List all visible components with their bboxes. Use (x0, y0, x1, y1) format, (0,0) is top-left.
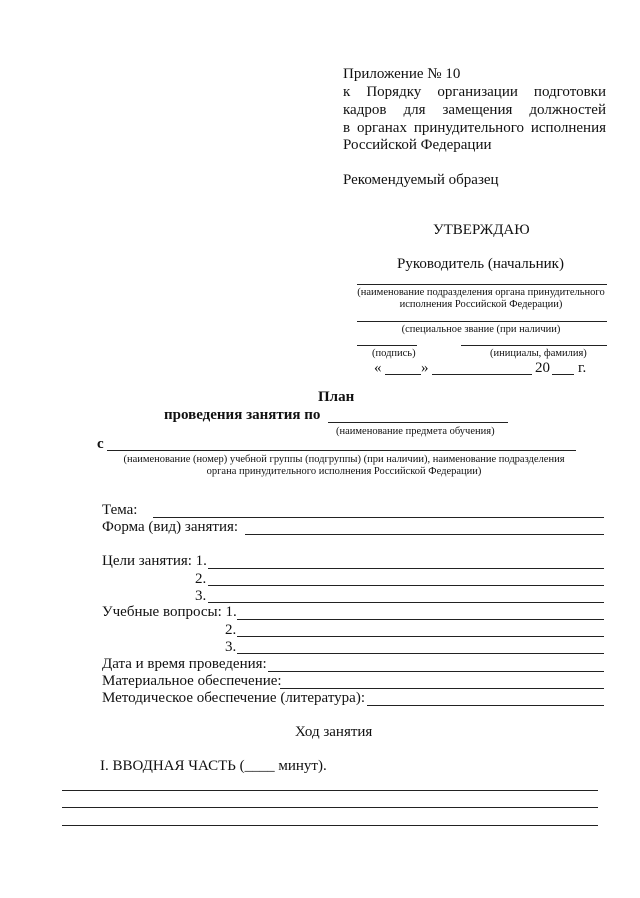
goal-1-line (208, 568, 604, 569)
rank-hint: (специальное звание (при наличии) (401, 324, 561, 335)
intro-line-2 (62, 807, 598, 808)
approval-head: Руководитель (начальник) (397, 256, 564, 272)
question-2-line (237, 636, 604, 637)
intro-part: I. ВВОДНАЯ ЧАСТЬ (____ минут). (100, 758, 327, 774)
goal-3-number: 3. (195, 588, 207, 604)
goal-2-line (208, 585, 604, 586)
goal-3-line (208, 602, 604, 603)
unit-hint-2: исполнения Российской Федерации) (399, 299, 563, 310)
intro-line-1 (62, 790, 598, 791)
datetime-label: Дата и время проведения: (102, 656, 267, 672)
questions-label: Учебные вопросы: 1. (102, 604, 237, 620)
group-hint-2: органа принудительного исполнения Российской Федерации) (206, 466, 482, 477)
form-line (245, 534, 604, 535)
subject-line (328, 422, 508, 423)
subject-hint: (наименование предмета обучения) (336, 426, 495, 437)
name-hint: (инициалы, фамилия) (490, 348, 587, 359)
group-hint-1: (наименование (номер) учебной группы (подгруппы) (при наличии), наименование подразделения (123, 454, 565, 465)
appendix-line-5: Российской Федерации (343, 137, 492, 153)
methodical-line (367, 705, 604, 706)
methodical-label: Методическое обеспечение (литература): (102, 690, 365, 706)
form-label: Форма (вид) занятия: (102, 519, 239, 535)
topic-line (153, 517, 604, 518)
question-1-line (237, 619, 604, 620)
name-line (461, 345, 607, 346)
plan-subtitle: проведения занятия по (164, 407, 321, 423)
approval-title: УТВЕРЖДАЮ (433, 222, 530, 238)
plan-title: План (318, 389, 355, 405)
intro-line-3 (62, 825, 598, 826)
unit-hint-1: (наименование подразделения органа принудительного (357, 287, 605, 298)
date-day-line (385, 374, 421, 375)
year-suffix: г. (578, 360, 587, 376)
date-close-quote: » (421, 360, 429, 376)
question-2-number: 2. (225, 622, 237, 638)
material-line (280, 688, 604, 689)
group-prefix: с (97, 436, 104, 452)
datetime-line (268, 671, 604, 672)
sample-label: Рекомендуемый образец (343, 172, 499, 188)
date-open-quote: « (374, 360, 382, 376)
question-3-number: 3. (225, 639, 237, 655)
year-prefix: 20 (535, 360, 550, 376)
appendix-line-2: к Порядку организации подготовки (343, 84, 606, 100)
appendix-line-3: кадров для замещения должностей (343, 102, 606, 118)
group-line (107, 450, 576, 451)
year-line (552, 374, 574, 375)
signature-line (357, 345, 417, 346)
appendix-number: Приложение № 10 (343, 66, 461, 82)
unit-line (357, 284, 607, 285)
material-label: Материальное обеспечение: (102, 673, 282, 689)
rank-line (357, 321, 607, 322)
topic-label: Тема: (102, 502, 138, 518)
goal-2-number: 2. (195, 571, 207, 587)
date-month-line (432, 374, 532, 375)
goals-label: Цели занятия: 1. (102, 553, 207, 569)
appendix-line-4: в органах принудительного исполнения (343, 120, 606, 136)
signature-hint: (подпись) (372, 348, 416, 359)
question-3-line (237, 653, 604, 654)
course-title: Ход занятия (295, 724, 373, 740)
